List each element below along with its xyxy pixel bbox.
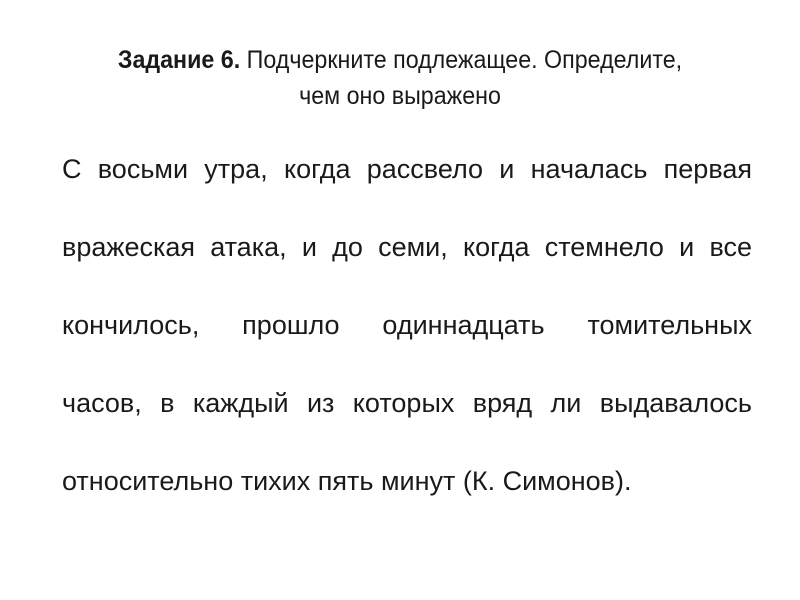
task-number: Задание 6. (117, 46, 241, 74)
text-line: относительно тихих пять минут (К. Симонов). (62, 466, 632, 496)
text-line: часов, в каждый из которых вряд ли выдавалось (62, 388, 752, 418)
exercise-text (62, 144, 752, 534)
task-heading-line-2: чем оно выражено (299, 82, 501, 110)
text-line: кончилось, прошло одиннадцать томительных (62, 310, 752, 340)
text-line: вражеская атака, и до семи, когда стемнело и все (62, 232, 752, 262)
task-instruction: Подчеркните подлежащее. Определите, (246, 46, 683, 74)
task-heading-line-1 (65, 42, 735, 78)
text-line: С восьми утра, когда рассвело и началась первая (62, 154, 752, 184)
task-heading (65, 42, 735, 114)
